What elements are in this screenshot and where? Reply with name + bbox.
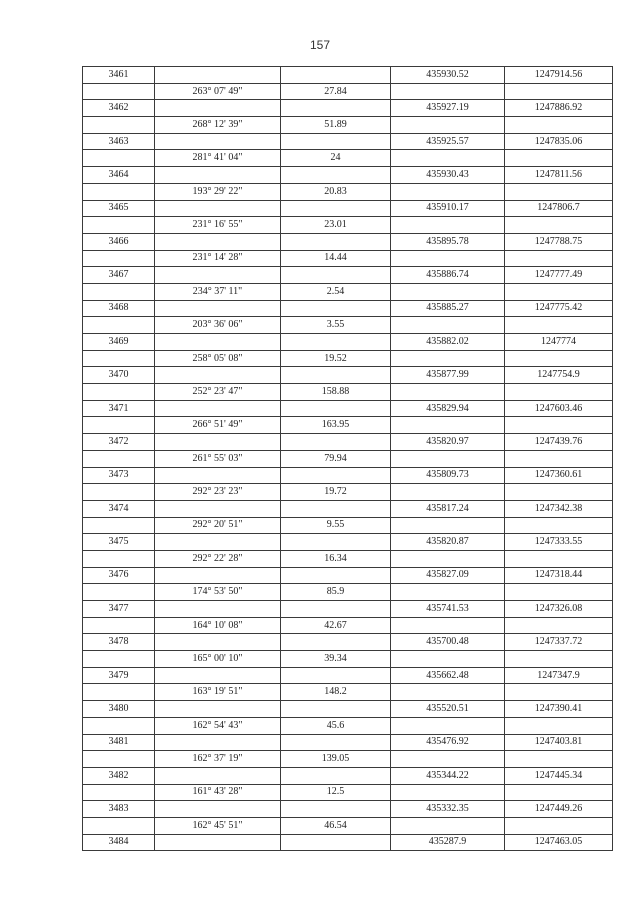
easting-cell [505,350,613,367]
station-cell: 3478 [83,634,155,651]
bearing-cell [155,300,281,317]
station-cell [83,717,155,734]
northing-cell: 435520.51 [391,701,505,718]
northing-cell: 435827.09 [391,567,505,584]
distance-cell: 42.67 [281,617,391,634]
northing-cell [391,517,505,534]
table-row [83,83,613,100]
distance-cell: 23.01 [281,217,391,234]
station-cell [83,250,155,267]
table-row [83,434,613,451]
station-cell [83,751,155,768]
bearing-cell [155,734,281,751]
northing-cell [391,717,505,734]
station-cell [83,283,155,300]
easting-cell [505,450,613,467]
northing-cell: 435332.35 [391,801,505,818]
table-row [83,200,613,217]
station-cell: 3469 [83,334,155,351]
easting-cell: 1247390.41 [505,701,613,718]
easting-cell: 1247347.9 [505,667,613,684]
table-row [83,183,613,200]
easting-cell [505,517,613,534]
table-row [83,500,613,517]
easting-cell: 1247445.34 [505,767,613,784]
station-cell [83,317,155,334]
distance-cell [281,367,391,384]
easting-cell [505,717,613,734]
table-row [83,283,613,300]
station-cell: 3463 [83,133,155,150]
table-row [83,550,613,567]
station-cell: 3461 [83,67,155,84]
bearing-cell [155,167,281,184]
northing-cell [391,817,505,834]
table-row [83,601,613,618]
bearing-cell [155,767,281,784]
station-cell: 3483 [83,801,155,818]
table-row [83,634,613,651]
northing-cell [391,484,505,501]
bearing-cell [155,334,281,351]
easting-cell: 1247775.42 [505,300,613,317]
northing-cell: 435741.53 [391,601,505,618]
bearing-cell: 174° 53' 50" [155,584,281,601]
distance-cell [281,100,391,117]
distance-cell: 24 [281,150,391,167]
distance-cell: 19.72 [281,484,391,501]
bearing-cell [155,467,281,484]
northing-cell [391,217,505,234]
table-row [83,834,613,851]
table-row [83,801,613,818]
station-cell [83,684,155,701]
easting-cell [505,283,613,300]
easting-cell [505,584,613,601]
distance-cell: 85.9 [281,584,391,601]
distance-cell [281,133,391,150]
distance-cell: 51.89 [281,117,391,134]
bearing-cell [155,801,281,818]
distance-cell: 158.88 [281,384,391,401]
station-cell [83,350,155,367]
station-cell [83,784,155,801]
northing-cell [391,384,505,401]
station-cell: 3464 [83,167,155,184]
station-cell: 3476 [83,567,155,584]
northing-cell: 435882.02 [391,334,505,351]
northing-cell: 435817.24 [391,500,505,517]
table-row [83,367,613,384]
bearing-cell [155,701,281,718]
easting-cell [505,183,613,200]
northing-cell [391,117,505,134]
northing-cell: 435927.19 [391,100,505,117]
distance-cell: 16.34 [281,550,391,567]
table-row [83,751,613,768]
table-row [83,584,613,601]
bearing-cell: 258° 05' 08" [155,350,281,367]
table-row [83,233,613,250]
station-cell: 3471 [83,400,155,417]
bearing-cell: 292° 22' 28" [155,550,281,567]
easting-cell: 1247337.72 [505,634,613,651]
bearing-cell [155,267,281,284]
bearing-cell: 162° 37' 19" [155,751,281,768]
table-row [83,150,613,167]
northing-cell [391,584,505,601]
easting-cell [505,417,613,434]
bearing-cell [155,500,281,517]
bearing-cell: 266° 51' 49" [155,417,281,434]
bearing-cell: 234° 37' 11" [155,283,281,300]
easting-cell: 1247603.46 [505,400,613,417]
northing-cell: 435930.43 [391,167,505,184]
distance-cell: 79.94 [281,450,391,467]
northing-cell: 435820.87 [391,534,505,551]
easting-cell: 1247754.9 [505,367,613,384]
table-row [83,517,613,534]
table-row [83,267,613,284]
table-row [83,684,613,701]
distance-cell [281,434,391,451]
station-cell: 3466 [83,233,155,250]
table-row [83,567,613,584]
table-row [83,250,613,267]
distance-cell [281,167,391,184]
table-row [83,400,613,417]
bearing-cell: 161° 43' 28" [155,784,281,801]
distance-cell [281,67,391,84]
station-cell [83,217,155,234]
easting-cell: 1247463.05 [505,834,613,851]
station-cell: 3472 [83,434,155,451]
easting-cell [505,384,613,401]
table-row [83,417,613,434]
distance-cell: 3.55 [281,317,391,334]
distance-cell: 46.54 [281,817,391,834]
northing-cell: 435287.9 [391,834,505,851]
station-cell: 3462 [83,100,155,117]
station-cell [83,550,155,567]
distance-cell [281,467,391,484]
bearing-cell [155,634,281,651]
bearing-cell: 261° 55' 03" [155,450,281,467]
bearing-cell: 281° 41' 04" [155,150,281,167]
table-row [83,217,613,234]
easting-cell: 1247342.38 [505,500,613,517]
station-cell: 3475 [83,534,155,551]
easting-cell [505,117,613,134]
easting-cell: 1247777.49 [505,267,613,284]
table-row [83,133,613,150]
northing-cell: 435895.78 [391,233,505,250]
bearing-cell: 292° 23' 23" [155,484,281,501]
distance-cell: 14.44 [281,250,391,267]
distance-cell [281,701,391,718]
northing-cell: 435885.27 [391,300,505,317]
distance-cell [281,834,391,851]
easting-cell [505,250,613,267]
distance-cell [281,400,391,417]
northing-cell [391,283,505,300]
northing-cell: 435925.57 [391,133,505,150]
coordinate-table-body [83,67,613,851]
bearing-cell: 163° 19' 51" [155,684,281,701]
bearing-cell [155,400,281,417]
northing-cell [391,350,505,367]
easting-cell: 1247403.81 [505,734,613,751]
table-row [83,117,613,134]
station-cell: 3468 [83,300,155,317]
northing-cell: 435809.73 [391,467,505,484]
easting-cell [505,484,613,501]
distance-cell: 2.54 [281,283,391,300]
table-row [83,350,613,367]
bearing-cell: 252° 23' 47" [155,384,281,401]
distance-cell [281,801,391,818]
station-cell: 3465 [83,200,155,217]
station-cell: 3480 [83,701,155,718]
northing-cell: 435886.74 [391,267,505,284]
distance-cell [281,534,391,551]
bearing-cell [155,233,281,250]
station-cell [83,450,155,467]
distance-cell: 163.95 [281,417,391,434]
table-row [83,334,613,351]
bearing-cell [155,567,281,584]
table-row [83,784,613,801]
bearing-cell: 162° 54' 43" [155,717,281,734]
bearing-cell [155,200,281,217]
distance-cell [281,500,391,517]
bearing-cell: 263° 07' 49" [155,83,281,100]
bearing-cell [155,534,281,551]
table-row [83,667,613,684]
northing-cell: 435476.92 [391,734,505,751]
easting-cell [505,83,613,100]
station-cell [83,617,155,634]
station-cell [83,484,155,501]
table-row [83,767,613,784]
northing-cell [391,417,505,434]
easting-cell [505,751,613,768]
easting-cell: 1247788.75 [505,233,613,250]
station-cell: 3470 [83,367,155,384]
distance-cell [281,300,391,317]
distance-cell [281,267,391,284]
table-row [83,467,613,484]
station-cell [83,584,155,601]
bearing-cell: 292° 20' 51" [155,517,281,534]
bearing-cell: 268° 12' 39" [155,117,281,134]
easting-cell: 1247806.7 [505,200,613,217]
northing-cell: 435344.22 [391,767,505,784]
easting-cell: 1247360.61 [505,467,613,484]
bearing-cell: 231° 16' 55" [155,217,281,234]
northing-cell [391,617,505,634]
distance-cell [281,567,391,584]
station-cell: 3484 [83,834,155,851]
bearing-cell [155,667,281,684]
table-row [83,300,613,317]
bearing-cell [155,100,281,117]
bearing-cell: 231° 14' 28" [155,250,281,267]
northing-cell [391,450,505,467]
bearing-cell: 162° 45' 51" [155,817,281,834]
station-cell [83,150,155,167]
easting-cell [505,684,613,701]
northing-cell [391,550,505,567]
table-row [83,701,613,718]
northing-cell: 435930.52 [391,67,505,84]
northing-cell: 435820.97 [391,434,505,451]
table-row [83,100,613,117]
easting-cell: 1247774 [505,334,613,351]
distance-cell: 148.2 [281,684,391,701]
station-cell [83,517,155,534]
distance-cell [281,667,391,684]
table-row [83,534,613,551]
northing-cell: 435662.48 [391,667,505,684]
page-number: 157 [309,38,331,52]
bearing-cell: 165° 00' 10" [155,651,281,668]
distance-cell [281,601,391,618]
table-row [83,450,613,467]
easting-cell: 1247886.92 [505,100,613,117]
northing-cell [391,83,505,100]
easting-cell [505,217,613,234]
northing-cell [391,183,505,200]
distance-cell: 139.05 [281,751,391,768]
northing-cell: 435877.99 [391,367,505,384]
station-cell: 3477 [83,601,155,618]
bearing-cell: 164° 10' 08" [155,617,281,634]
distance-cell: 19.52 [281,350,391,367]
distance-cell [281,634,391,651]
easting-cell [505,651,613,668]
easting-cell: 1247811.56 [505,167,613,184]
bearing-cell [155,67,281,84]
distance-cell [281,334,391,351]
easting-cell: 1247318.44 [505,567,613,584]
table-row [83,384,613,401]
table-row [83,67,613,84]
coordinate-table [82,66,613,851]
bearing-cell [155,601,281,618]
station-cell [83,83,155,100]
northing-cell: 435700.48 [391,634,505,651]
station-cell: 3481 [83,734,155,751]
easting-cell: 1247439.76 [505,434,613,451]
distance-cell: 45.6 [281,717,391,734]
bearing-cell [155,367,281,384]
northing-cell [391,317,505,334]
bearing-cell [155,133,281,150]
easting-cell: 1247326.08 [505,601,613,618]
bearing-cell [155,834,281,851]
station-cell [83,183,155,200]
station-cell: 3482 [83,767,155,784]
station-cell [83,817,155,834]
distance-cell: 12.5 [281,784,391,801]
station-cell: 3467 [83,267,155,284]
northing-cell [391,684,505,701]
northing-cell [391,751,505,768]
table-row [83,651,613,668]
easting-cell: 1247333.55 [505,534,613,551]
bearing-cell: 193° 29' 22" [155,183,281,200]
easting-cell [505,150,613,167]
station-cell [83,117,155,134]
easting-cell [505,317,613,334]
northing-cell [391,250,505,267]
bearing-cell [155,434,281,451]
easting-cell: 1247914.56 [505,67,613,84]
distance-cell [281,767,391,784]
easting-cell [505,784,613,801]
easting-cell [505,617,613,634]
table-row [83,734,613,751]
distance-cell: 9.55 [281,517,391,534]
table-row [83,817,613,834]
northing-cell [391,784,505,801]
bearing-cell: 203° 36' 06" [155,317,281,334]
table-row [83,317,613,334]
station-cell [83,384,155,401]
distance-cell: 27.84 [281,83,391,100]
northing-cell: 435910.17 [391,200,505,217]
station-cell [83,651,155,668]
distance-cell [281,734,391,751]
station-cell [83,417,155,434]
distance-cell [281,200,391,217]
northing-cell [391,150,505,167]
table-row [83,484,613,501]
easting-cell: 1247449.26 [505,801,613,818]
station-cell: 3479 [83,667,155,684]
distance-cell: 20.83 [281,183,391,200]
table-row [83,167,613,184]
station-cell: 3473 [83,467,155,484]
distance-cell [281,233,391,250]
easting-cell: 1247835.06 [505,133,613,150]
northing-cell: 435829.94 [391,400,505,417]
distance-cell: 39.34 [281,651,391,668]
easting-cell [505,817,613,834]
station-cell: 3474 [83,500,155,517]
table-row [83,717,613,734]
easting-cell [505,550,613,567]
northing-cell [391,651,505,668]
table-row [83,617,613,634]
